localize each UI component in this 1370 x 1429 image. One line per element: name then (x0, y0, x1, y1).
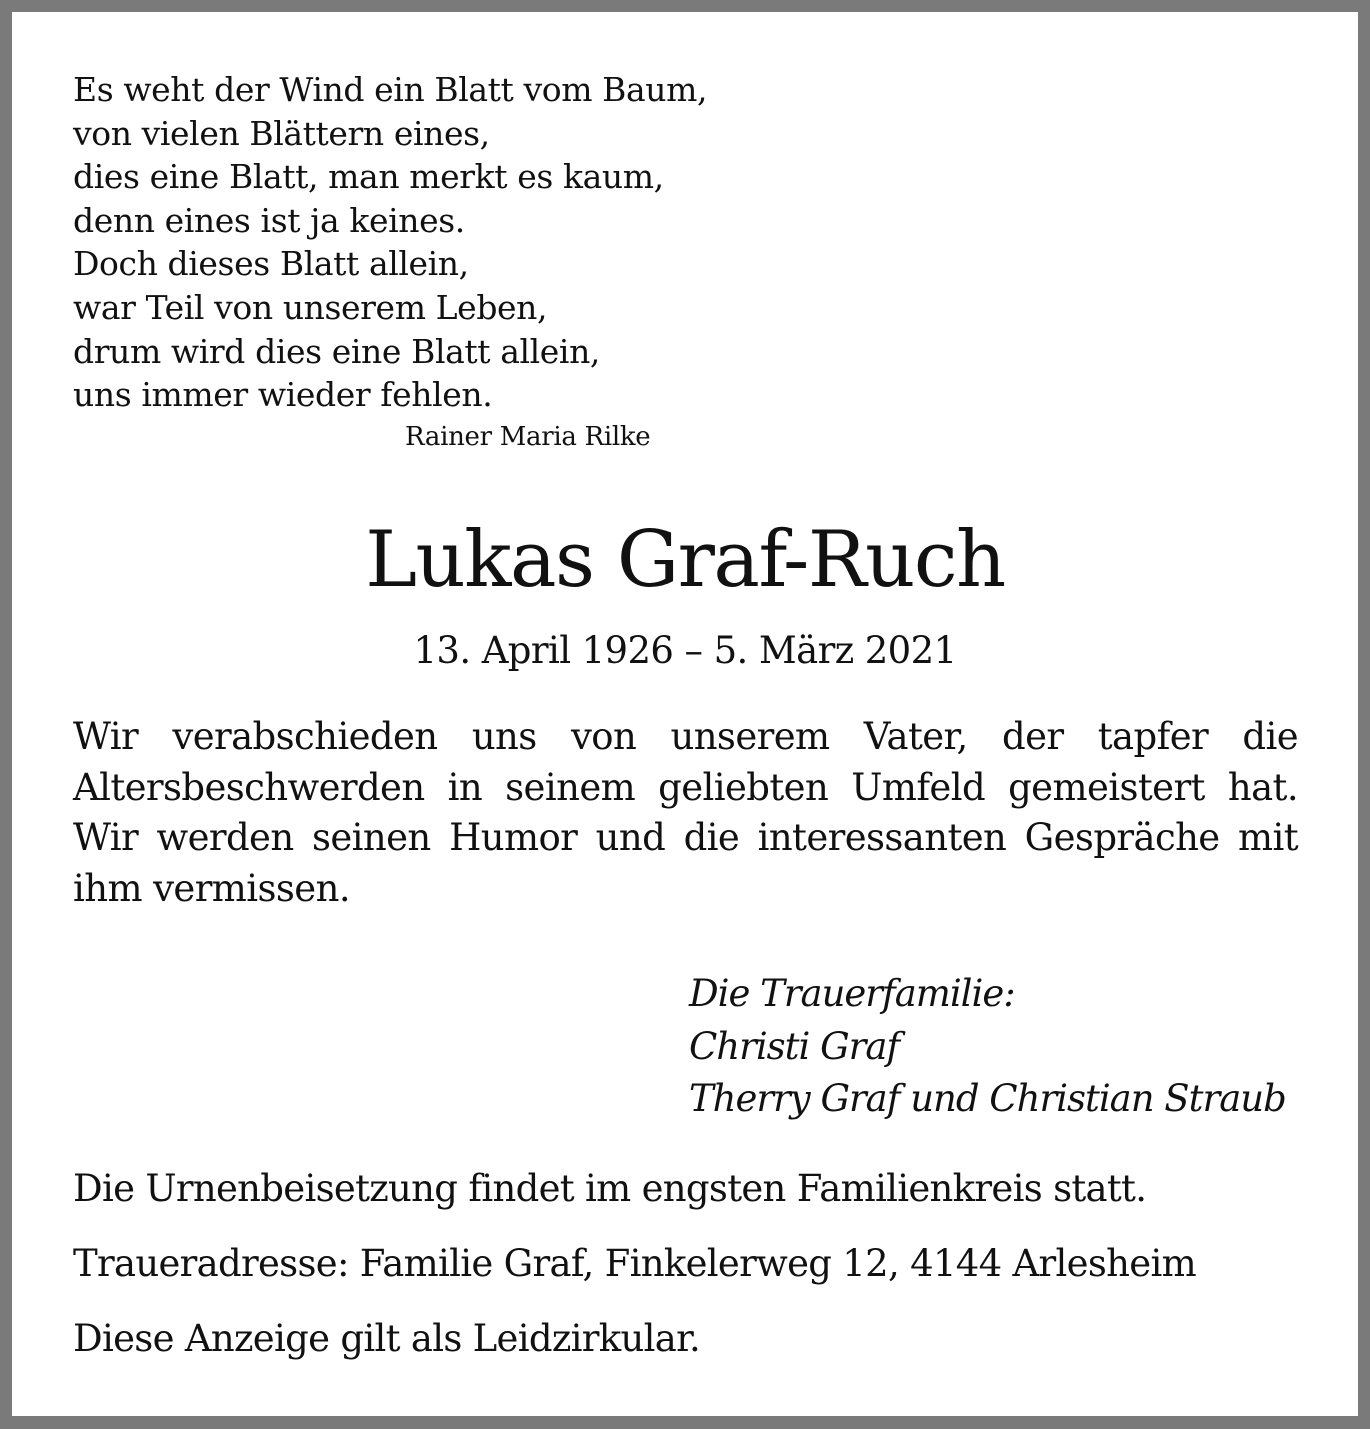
poem-line: drum wird dies eine Blatt allein, (73, 331, 601, 371)
poem-line: denn eines ist ja keines. (73, 200, 465, 240)
mourning-address: Traueradresse: Familie Graf, Finkelerweg 12, 4144 Arlesheim (73, 1242, 1197, 1285)
circular-note: Diese Anzeige gilt als Leidzirkular. (73, 1317, 701, 1360)
deceased-name: Lukas Graf-Ruch (365, 515, 1005, 605)
poem (73, 68, 708, 417)
mourning-family (689, 968, 1286, 1126)
life-dates: 13. April 1926 – 5. März 2021 (413, 629, 957, 672)
poem-line: Es weht der Wind ein Blatt vom Baum, (73, 70, 708, 109)
family-heading: Die Trauerfamilie: (689, 972, 1015, 1015)
obituary-notice (12, 12, 1358, 1416)
poem-line: von vielen Blättern eines, (73, 113, 490, 153)
poem-author: Rainer Maria Rilke (405, 422, 651, 452)
poem-line: war Teil von unserem Leben, (73, 287, 548, 327)
poem-line: Doch dieses Blatt allein, (73, 244, 469, 284)
farewell-message: Wir verabschieden uns von unserem Vater, der tapfer die Altersbeschwerden in seinem geliebten Umfeld gemeistert hat. Wir werden seinen Humor und die interessanten Gespräche mit ihm vermissen. (73, 715, 1298, 910)
family-member: Christi Graf (689, 1024, 900, 1068)
family-member: Therry Graf und Christian Straub (689, 1077, 1286, 1120)
burial-note: Die Urnenbeisetzung findet im engsten Familienkreis statt. (73, 1167, 1147, 1210)
poem-line: dies eine Blatt, man merkt es kaum, (73, 157, 664, 197)
poem-line: uns immer wieder fehlen. (73, 375, 493, 415)
